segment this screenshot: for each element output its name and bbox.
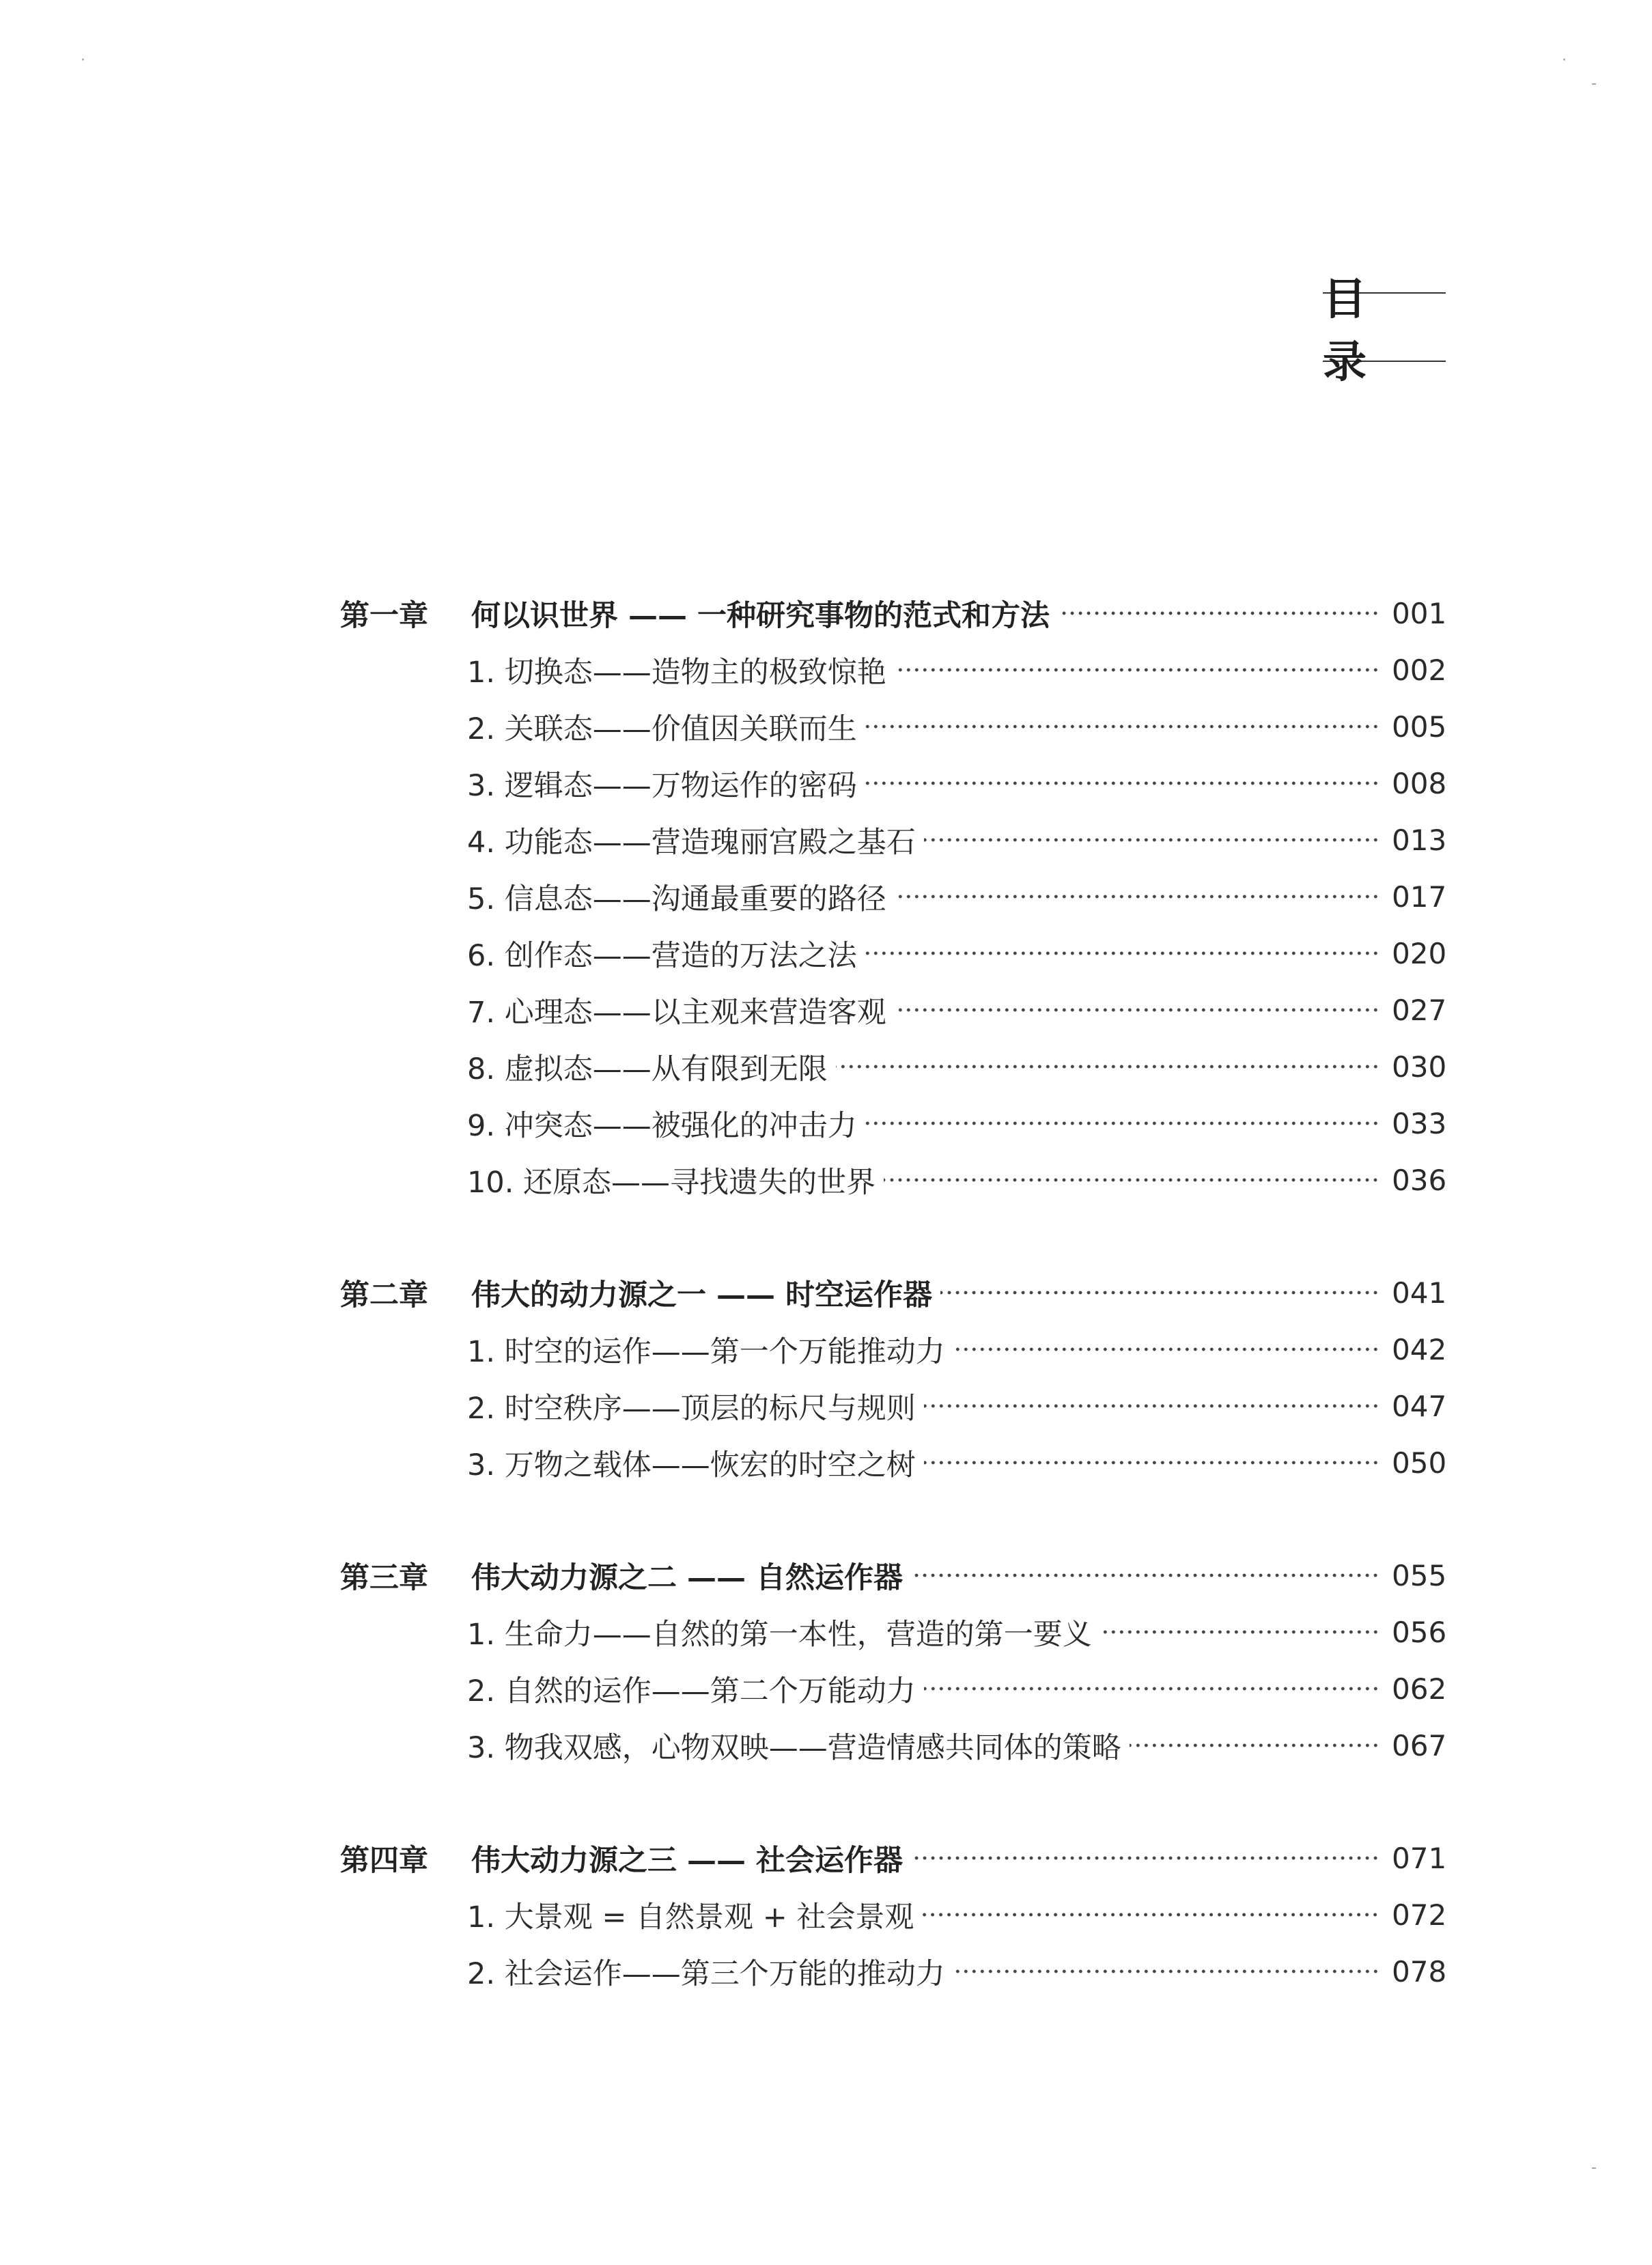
page-number: 001 (1392, 596, 1447, 630)
page-number: 027 (1392, 993, 1447, 1027)
section-title: 8. 虚拟态——从有限到无限 (467, 1052, 828, 1086)
toc-section-row[interactable] (340, 1046, 1446, 1087)
page-number: 036 (1392, 1163, 1447, 1197)
section-title: 6. 创作态——营造的万法之法 (467, 938, 857, 973)
section-title: 5. 信息态——沟通最重要的路径 (467, 882, 886, 916)
section-title: 1. 生命力——自然的第一本性，营造的第一要义 (467, 1617, 1092, 1652)
toc-chapter-row[interactable] (340, 1838, 1446, 1879)
toc-section-row[interactable] (340, 1385, 1446, 1426)
section-title: 3. 物我双感，心物双映——营造情感共同体的策略 (467, 1730, 1121, 1765)
page-number: 002 (1392, 653, 1447, 687)
dot-leader (865, 722, 1380, 731)
dot-leader (911, 1854, 1380, 1862)
section-title: 2. 时空秩序——顶层的标尺与规则 (467, 1391, 916, 1426)
page-number: 067 (1392, 1728, 1447, 1762)
crop-mark-right-lower: - (1591, 2159, 1597, 2176)
page-number: 020 (1392, 936, 1447, 970)
dot-leader (924, 1459, 1380, 1467)
toc-section-row[interactable] (340, 1894, 1446, 1935)
section-title: 1. 时空的运作——第一个万能推动力 (467, 1334, 945, 1369)
dot-leader (836, 1063, 1380, 1071)
toc-section-row[interactable] (340, 1442, 1446, 1483)
page-number: 072 (1392, 1898, 1447, 1932)
page-number: 033 (1392, 1106, 1447, 1140)
section-title: 3. 逻辑态——万物运作的密码 (467, 768, 857, 803)
dot-leader (1100, 1628, 1380, 1636)
chapter-label: 第三章 (340, 1560, 428, 1595)
section-title: 2. 社会运作——第三个万能的推动力 (467, 1956, 945, 1991)
dot-leader (924, 1402, 1380, 1410)
toc-section-row[interactable] (340, 1329, 1446, 1370)
dot-leader (895, 892, 1380, 901)
toc-section-row[interactable] (340, 649, 1446, 690)
page-number: 008 (1392, 766, 1447, 800)
toc-section-row[interactable] (340, 876, 1446, 917)
page-number: 013 (1392, 823, 1447, 857)
page-number: 041 (1392, 1276, 1447, 1310)
page-number: 056 (1392, 1615, 1447, 1649)
page-number: 062 (1392, 1672, 1447, 1706)
toc-chapter-row[interactable] (340, 1555, 1446, 1596)
toc-section-row[interactable] (340, 1668, 1446, 1709)
page-number: 050 (1392, 1446, 1447, 1480)
section-title: 1. 切换态——造物主的极致惊艳 (467, 655, 886, 690)
section-title: 2. 关联态——价值因关联而生 (467, 712, 857, 746)
section-title: 4. 功能态——营造瑰丽宫殿之基石 (467, 825, 916, 860)
toc-section-row[interactable] (340, 1612, 1446, 1652)
toc-section-row[interactable] (340, 763, 1446, 804)
dot-leader (1130, 1741, 1380, 1749)
dot-leader (953, 1967, 1380, 1975)
dot-leader (865, 949, 1380, 957)
dot-leader (884, 1176, 1380, 1184)
toc-section-row[interactable] (340, 819, 1446, 860)
page-number: 005 (1392, 709, 1447, 744)
dot-leader (911, 1571, 1380, 1579)
toc-section-row[interactable] (340, 706, 1446, 747)
dot-leader (922, 1911, 1380, 1919)
page-number: 047 (1392, 1389, 1447, 1423)
toc-chapter-row[interactable] (340, 1272, 1446, 1313)
dot-leader (895, 1006, 1380, 1014)
section-title: 1. 大景观 = 自然景观 + 社会景观 (467, 1900, 914, 1935)
toc-section-row[interactable] (340, 1725, 1446, 1766)
section-title: 2. 自然的运作——第二个万能动力 (467, 1674, 916, 1708)
chapter-title: 伟大动力源之二 —— 自然运作器 (471, 1560, 903, 1595)
page-number: 017 (1392, 880, 1447, 914)
chapter-label: 第一章 (340, 598, 428, 633)
section-title: 10. 还原态——寻找遗失的世界 (467, 1165, 876, 1200)
dot-leader (865, 779, 1380, 787)
page-number: 078 (1392, 1954, 1447, 1988)
toc-section-row[interactable] (340, 1103, 1446, 1144)
section-title: 9. 冲突态——被强化的冲击力 (467, 1108, 857, 1143)
page-number: 042 (1392, 1332, 1447, 1366)
chapter-label: 第四章 (340, 1843, 428, 1878)
section-title: 7. 心理态——以主观来营造客观 (467, 995, 886, 1030)
crop-mark-top-left: · (81, 52, 85, 69)
crop-mark-right-upper: - (1591, 75, 1597, 92)
dot-leader (1058, 609, 1380, 617)
page-number: 071 (1392, 1841, 1447, 1875)
page-title-text: 目 录 (1323, 274, 1390, 388)
toc-section-row[interactable] (340, 1159, 1446, 1200)
page-title (1323, 274, 1446, 388)
chapter-title: 何以识世界 —— 一种研究事物的范式和方法 (471, 598, 1050, 633)
dot-leader (940, 1289, 1380, 1297)
toc-section-row[interactable] (340, 933, 1446, 974)
dot-leader (924, 836, 1380, 844)
chapter-label: 第二章 (340, 1278, 428, 1312)
toc-chapter-row[interactable] (340, 593, 1446, 634)
toc-section-row[interactable] (340, 1951, 1446, 1992)
toc-section-row[interactable] (340, 989, 1446, 1030)
page-number: 055 (1392, 1558, 1447, 1592)
dot-leader (895, 666, 1380, 674)
dot-leader (865, 1119, 1380, 1127)
dot-leader (953, 1345, 1380, 1353)
section-title: 3. 万物之载体——恢宏的时空之树 (467, 1448, 916, 1482)
chapter-title: 伟大动力源之三 —— 社会运作器 (471, 1843, 903, 1878)
dot-leader (924, 1685, 1380, 1693)
page-number: 030 (1392, 1050, 1447, 1084)
chapter-title: 伟大的动力源之一 —— 时空运作器 (471, 1278, 932, 1312)
crop-mark-top-right: · (1562, 52, 1567, 69)
